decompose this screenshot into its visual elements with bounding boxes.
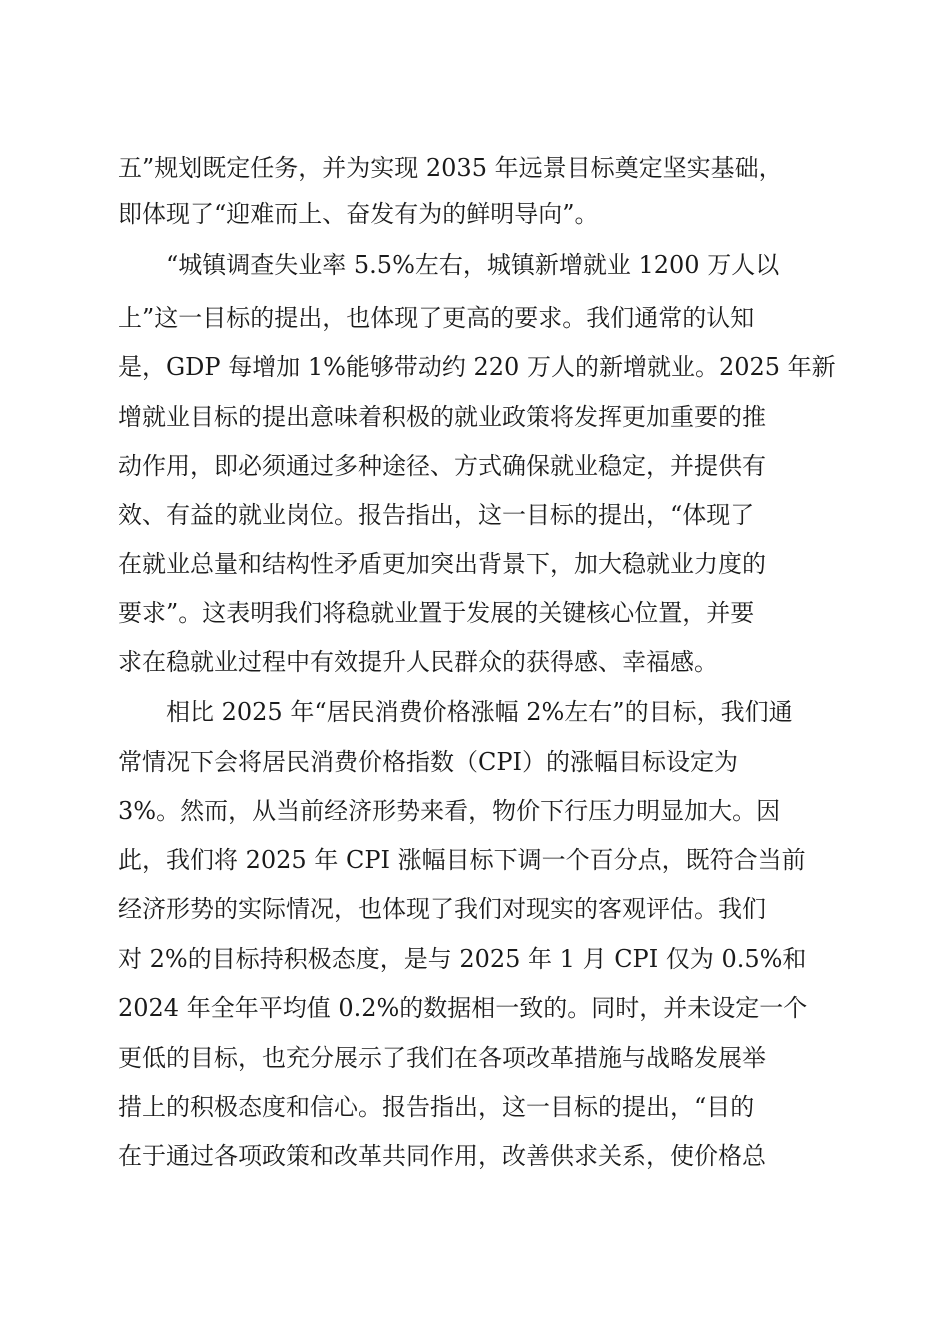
text-line: 在于通过各项政策和改革共同作用，改善供求关系，使价格总 [118,1142,766,1170]
text-line: 增就业目标的提出意味着积极的就业政策将发挥更加重要的推 [118,403,766,431]
paragraph-start-line: “城镇调查失业率 5.5%左右，城镇新增就业 1200 万人以 [166,251,780,279]
text-line: 此，我们将 2025 年 CPI 涨幅目标下调一个百分点，既符合当前 [118,846,806,874]
text-line: 常情况下会将居民消费价格指数（CPI）的涨幅目标设定为 [118,748,738,776]
text-line: 对 2%的目标持积极态度，是与 2025 年 1 月 CPI 仅为 0.5%和 [118,945,807,973]
text-line: 效、有益的就业岗位。报告指出，这一目标的提出，“体现了 [118,501,755,529]
text-line: 动作用，即必须通过多种途径、方式确保就业稳定，并提供有 [118,452,766,480]
text-line: 五”规划既定任务，并为实现 2035 年远景目标奠定坚实基础， [118,154,783,182]
text-line: 上”这一目标的提出，也体现了更高的要求。我们通常的认知 [118,304,755,332]
text-line: 即体现了“迎难而上、奋发有为的鲜明导向”。 [118,200,599,228]
text-line: 要求”。这表明我们将稳就业置于发展的关键核心位置，并要 [118,599,755,627]
text-line: 2024 年全年平均值 0.2%的数据相一致的。同时，并未设定一个 [118,994,808,1022]
text-line: 在就业总量和结构性矛盾更加突出背景下，加大稳就业力度的 [118,550,766,578]
text-line: 3%。然而，从当前经济形势来看，物价下行压力明显加大。因 [118,797,781,825]
text-line: 更低的目标，也充分展示了我们在各项改革措施与战略发展举 [118,1044,766,1072]
text-line: 求在稳就业过程中有效提升人民群众的获得感、幸福感。 [118,648,718,676]
paragraph-start-line: 相比 2025 年“居民消费价格涨幅 2%左右”的目标，我们通 [166,698,793,726]
text-line: 措上的积极态度和信心。报告指出，这一目标的提出，“目的 [118,1093,755,1121]
text-line: 经济形势的实际情况，也体现了我们对现实的客观评估。我们 [118,895,766,923]
text-line: 是，GDP 每增加 1%能够带动约 220 万人的新增就业。2025 年新 [118,353,836,381]
